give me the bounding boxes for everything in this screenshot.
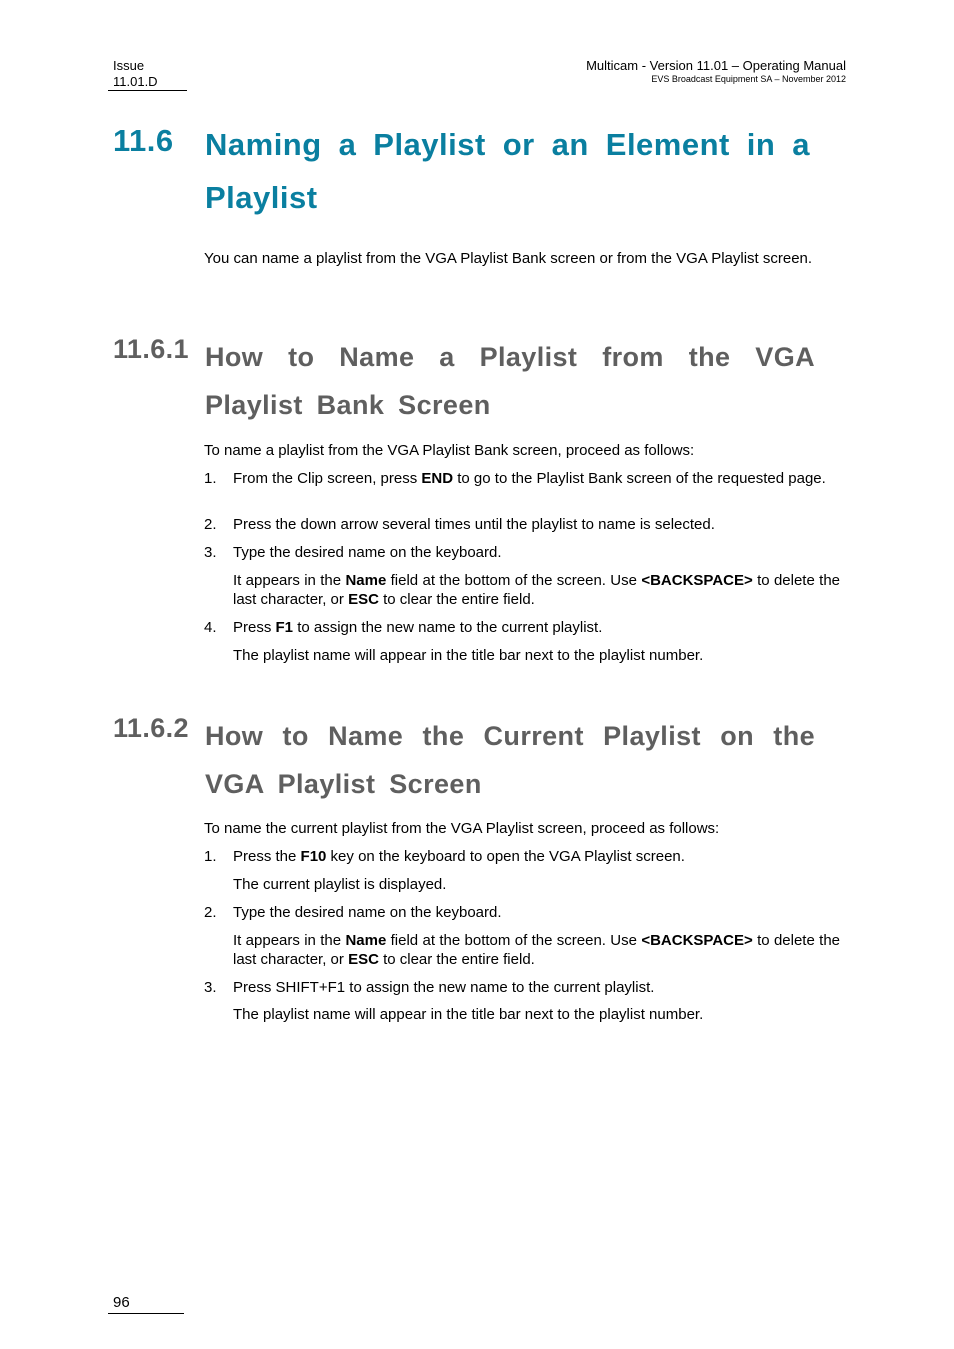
page-header-issue [113, 58, 158, 90]
step-text: Type the desired name on the keyboard. [233, 544, 502, 561]
step-text: From the Clip screen, press END to go to the Playlist Bank screen of the requested page. [233, 470, 826, 487]
key-label: END [421, 470, 454, 487]
step-text: Press F1 to assign the new name to the current playlist. [233, 619, 603, 636]
step-number: 2. [204, 904, 217, 921]
header-rule [108, 90, 187, 91]
step-number: 3. [204, 544, 217, 561]
key-label: F10 [300, 848, 327, 865]
step-number: 1. [204, 470, 217, 487]
step-note: It appears in the Name field at the bottom of the screen. Use <BACKSPACE> to delete the last character, or ESC to clear the entire field. [233, 572, 840, 608]
step-number: 2. [204, 516, 217, 533]
subsection-number: 11.6.1 [113, 334, 189, 364]
page-header-title [586, 58, 846, 85]
step-note: The playlist name will appear in the title bar next to the playlist number. [233, 1006, 704, 1023]
subsection-title: How to Name a Playlist from the VGA Playlist Bank Screen [205, 342, 815, 420]
section-title: Naming a Playlist or an Element in a Playlist [205, 127, 810, 215]
section-number: 11.6 [113, 123, 174, 158]
step-text: Type the desired name on the keyboard. [233, 904, 502, 921]
section-intro: You can name a playlist from the VGA Playlist Bank screen or from the VGA Playlist screen. [204, 250, 813, 267]
step-number: 1. [204, 848, 217, 865]
subsection-intro: To name the current playlist from the VGA Playlist screen, proceed as follows: [204, 820, 720, 837]
step-text: Press the F10 key on the keyboard to open the VGA Playlist screen. [233, 848, 685, 865]
step-text: Press SHIFT+F1 to assign the new name to the current playlist. [233, 979, 655, 996]
step-note: It appears in the Name field at the bottom of the screen. Use <BACKSPACE> to delete the last character, or ESC to clear the entire field. [233, 932, 840, 968]
page-number: 96 [113, 1294, 130, 1311]
step-note: The playlist name will appear in the title bar next to the playlist number. [233, 647, 704, 664]
manual-title: Multicam - Version 11.01 – Operating Manual [586, 58, 846, 73]
issue-value: 11.01.D [113, 74, 158, 89]
step-note: The current playlist is displayed. [233, 876, 447, 893]
step-number: 3. [204, 979, 217, 996]
subsection-number: 11.6.2 [113, 713, 189, 743]
subsection-title: How to Name the Current Playlist on the VGA Playlist Screen [205, 721, 815, 799]
publisher-line: EVS Broadcast Equipment SA – November 2012 [651, 74, 846, 84]
key-label: F1 [275, 619, 294, 636]
step-number: 4. [204, 619, 217, 636]
subsection-intro: To name a playlist from the VGA Playlist Bank screen, proceed as follows: [204, 442, 695, 459]
issue-label: Issue [113, 58, 145, 73]
footer-rule [108, 1313, 184, 1314]
step-text: Press the down arrow several times until the playlist to name is selected. [233, 516, 715, 533]
